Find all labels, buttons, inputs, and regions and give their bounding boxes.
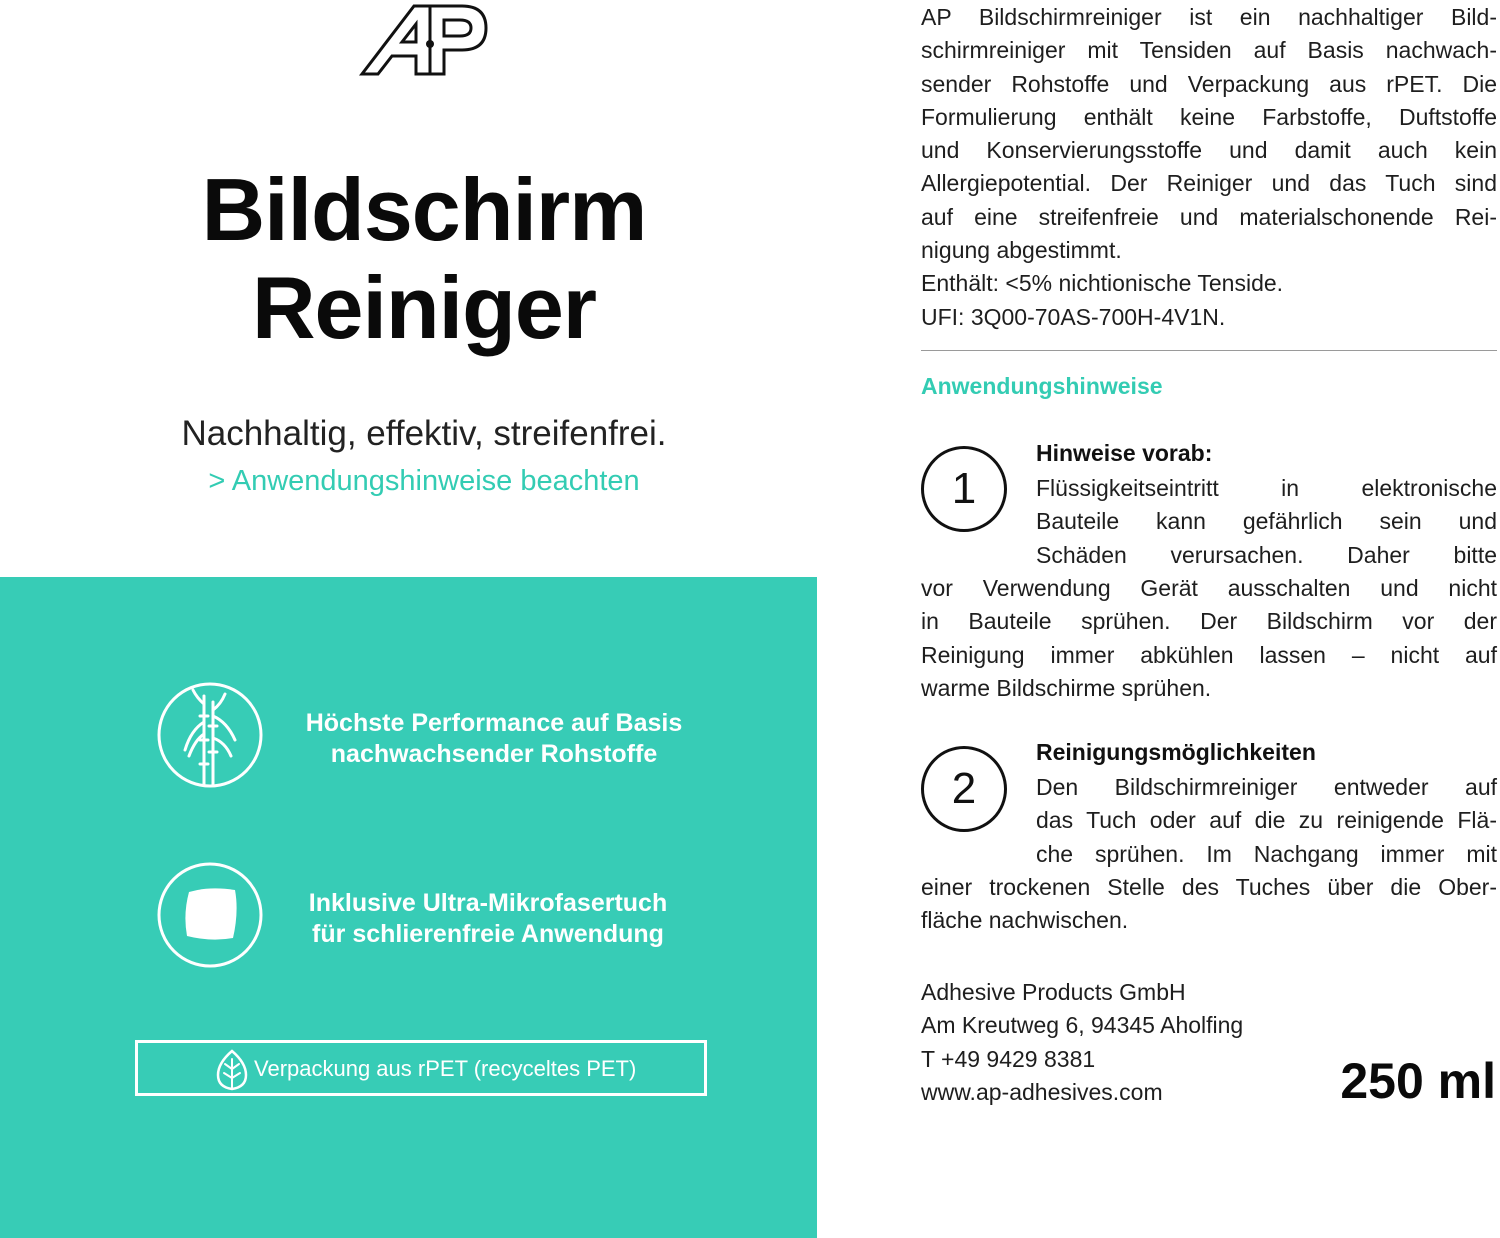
feature-renewable bbox=[280, 708, 708, 770]
step-2-side-text bbox=[1036, 771, 1497, 871]
step-line: che sprühen. Im Nachgang immer mit bbox=[1036, 840, 1497, 867]
step-line: das Tuch oder auf die zu reinigende Flä- bbox=[1036, 807, 1497, 834]
product-title-line1: Bildschirm bbox=[201, 160, 647, 259]
ingredients: Enthält: <5% nichtionische Tenside. bbox=[921, 270, 1284, 297]
packaging-badge bbox=[135, 1040, 707, 1096]
packaging-text: Verpackung aus rPET (recyceltes PET) bbox=[254, 1056, 637, 1081]
description-line: nigung abgestimmt. bbox=[921, 237, 1122, 264]
step-2-number: 2 bbox=[921, 746, 1007, 832]
ufi-code: UFI: 3Q00-70AS-700H-4V1N. bbox=[921, 303, 1226, 330]
step-1-number: 1 bbox=[921, 446, 1007, 532]
leaf-icon bbox=[214, 1049, 250, 1091]
company-info bbox=[921, 976, 1243, 1109]
step-line: Reinigung immer abkühlen lassen – nicht auf bbox=[921, 641, 1497, 668]
step-1-full-text bbox=[921, 572, 1497, 705]
step-1-side-text bbox=[1036, 472, 1497, 572]
feature-microfiber-line2: für schlierenfreie Anwendung bbox=[312, 920, 664, 948]
description-line: schirmreiniger mit Tensiden auf Basis nachwach- bbox=[921, 37, 1497, 64]
product-volume: 250 ml bbox=[1340, 1053, 1496, 1109]
step-line: vor Verwendung Gerät ausschalten und nicht bbox=[921, 575, 1497, 601]
sugarcane-icon bbox=[157, 682, 263, 788]
feature-microfiber-line1: Inklusive Ultra-Mikrofasertuch bbox=[308, 889, 668, 917]
description-line: AP Bildschirmreiniger ist ein nachhaltiger Bild- bbox=[921, 4, 1497, 30]
cloth-icon bbox=[157, 862, 263, 968]
company-website[interactable]: www.ap-adhesives.com bbox=[921, 1078, 1163, 1105]
step-line: Schäden verursachen. Daher bitte bbox=[1036, 541, 1497, 568]
ap-logo bbox=[358, 2, 490, 78]
step-2-full-text bbox=[921, 871, 1497, 938]
step-line: warme Bildschirme sprühen. bbox=[921, 674, 1212, 701]
description-lines bbox=[921, 1, 1497, 267]
usage-hint-link[interactable]: > Anwendungshinweise beachten bbox=[208, 465, 640, 497]
product-title-line2: Reiniger bbox=[251, 258, 597, 357]
feature-renewable-line1: Höchste Performance auf Basis bbox=[305, 709, 683, 737]
company-phone: T +49 9429 8381 bbox=[921, 1045, 1096, 1072]
product-tagline: Nachhaltig, effektiv, streifenfrei. bbox=[181, 414, 667, 453]
feature-microfiber bbox=[268, 888, 708, 950]
step-line: Flüssigkeitseintritt in elektronische bbox=[1036, 475, 1497, 501]
feature-renewable-line2: nachwachsender Rohstoffe bbox=[330, 740, 658, 768]
product-description bbox=[921, 1, 1497, 334]
description-line: Allergiepotential. Der Reiniger und das Tuch sind bbox=[921, 170, 1497, 197]
usage-heading: Anwendungshinweise bbox=[921, 373, 1163, 399]
description-line: Formulierung enthält keine Farbstoffe, Duftstoffe bbox=[921, 103, 1497, 130]
company-address: Am Kreutweg 6, 94345 Aholfing bbox=[921, 1012, 1244, 1039]
step-line: fläche nachwischen. bbox=[921, 907, 1129, 934]
step-line: Den Bildschirmreiniger entweder auf bbox=[1036, 774, 1497, 800]
description-line: und Konservierungsstoffe und damit auch kein bbox=[921, 137, 1497, 164]
step-1-title: Hinweise vorab: bbox=[1036, 440, 1213, 466]
step-line: einer trockenen Stelle des Tuches über die Ober- bbox=[921, 874, 1497, 900]
company-name: Adhesive Products GmbH bbox=[921, 979, 1186, 1005]
description-line: auf eine streifenfreie und materialschonende Rei- bbox=[921, 203, 1497, 230]
step-line: Bauteile kann gefährlich sein und bbox=[1036, 508, 1497, 535]
step-line: in Bauteile sprühen. Der Bildschirm vor der bbox=[921, 608, 1497, 635]
section-divider bbox=[921, 350, 1497, 351]
description-line: sender Rohstoffe und Verpackung aus rPET. Die bbox=[921, 70, 1497, 97]
step-2-title: Reinigungsmöglichkeiten bbox=[1036, 739, 1316, 765]
feature-panel bbox=[0, 577, 817, 1238]
